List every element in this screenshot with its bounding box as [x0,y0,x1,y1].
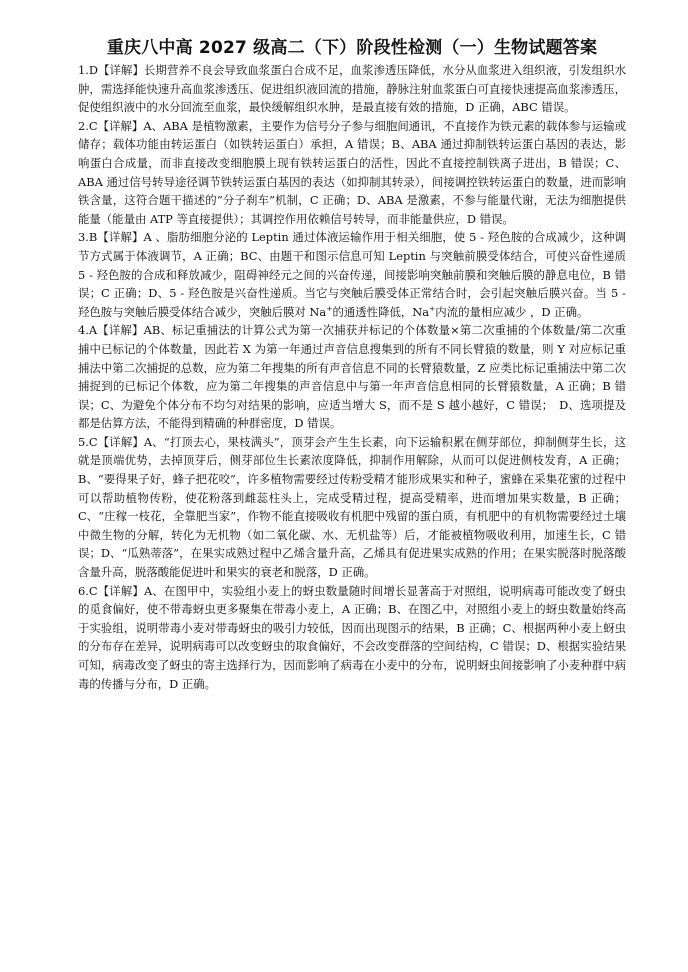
answer-item-4: 4.A【详解】AB、标记重捕法的计算公式为第一次捕获并标记的个体数量×第二次重捕的个体数量/第二次重捕中已标记的个体数量，因此若 X 为第一年通过声音信息搜集到的所有不同长臂猿的数量，则 Y 对应标记重捕法中第二次捕捉的总数，应为第二年搜集的所有声音信息不同的长臂猿数量，Z 应类比标记重捕法中第二次捕捉到的已标记个体数，应为第二年搜集的声音信息中与第一年声音信息相同的长臂猿数量，A 正确；B 错误；C、为避免个体分布不均匀对结果的影响，应适当增大 S，而不是 S 越小越好，C 错误； D、选项提及都是估算方法，不能得到精确的种群密度，D 错误。 [78,323,626,431]
superscript-plus: + [326,303,333,313]
document-title: 重庆八中高 2027 级高二（下）阶段性检测（一）生物试题答案 [106,38,598,58]
answers-list [78,61,626,693]
answer-item-6: 6.C【详解】A、在图甲中，实验组小麦上的蚜虫数量随时间增长显著高于对照组，说明病毒可能改变了蚜虫的觅食偏好，使不带毒蚜虫更多聚集在带毒小麦上，A 正确；B、在图乙中，对照组小麦上的蚜虫数量始终高于实验组，说明带毒小麦对带毒蚜虫的吸引力较低，因而出现图示的结果，B 正确；C、根据两种小麦上蚜虫的分布存在差异，说明病毒可以改变蚜虫的取食偏好，不会改变群落的空间结构，C 错误；D、根据实验结果可知，病毒改变了蚜虫的寄主选择行为，因而影响了病毒在小麦中的分布，说明蚜虫间接影响了小麦种群中病毒的传播与分布，D 正确。 [78,583,626,691]
answer-3-text-part: 3.B【详解】A 、脂肪细胞分泌的 Leptin 通过体液运输作用于相关细胞，使 5 - 羟色胺的合成减少，这种调节方式属于体液调节，A 正确；BC、由题干和图示信息可知 Leptin 与突触前膜受体结合，可使兴奋性递质 5 - 羟色胺的合成和释放减少，阻碍神经元之间的兴奋传递，间接影响突触前膜和突触后膜的静息电位，B 错误；C 正确；D、5 - 羟色胺是兴奋性递质。当它与突触后膜受体正常结合时，会引起突触后膜兴奋。当 5 - 羟色胺与突触后膜受体结合减少，突触后膜对 Na [78,230,626,319]
answer-item-5: 5.C【详解】A、“打顶去心，果枝满头”，顶芽会产生生长素，向下运输积累在侧芽部位，抑制侧芽生长，这就是顶端优势，去掉顶芽后，侧芽部位生长素浓度降低，抑制作用解除，从而可以促进侧枝发育，A 正确；B、“要得果子好，蜂子把花咬”，许多植物需要经过传粉受精才能形成果实和种子，蜜蜂在采集花蜜的过程中可以帮助植物传粉，使花粉落到雌蕊柱头上，完成受精过程，提高受精率，进而增加果实数量，B 正确；C、“庄稼一枝花，全靠肥当家”，作物不能直接吸收有机肥中残留的蛋白质，有机肥中的有机物需要经过土壤中微生物的分解，转化为无机物（如二氧化碳、水、无机盐等）后，才能被植物吸收利用，加速生长，C 错误；D、“瓜熟蒂落”，在果实成熟过程中乙烯含量升高，乙烯具有促进果实成熟的作用；在果实脱落时脱落酸含量升高，脱落酸能促进叶和果实的衰老和脱落，D 正确。 [78,434,626,580]
answer-3-text-part: 的通透性降低，Na [332,304,429,319]
answer-3-text-part: 内流的量相应减少 ，D 正确。 [435,304,589,319]
answer-item-3 [78,228,626,321]
superscript-plus: + [429,303,436,313]
answer-item-2: 2.C【详解】A、ABA 是植物激素，主要作为信号分子参与细胞间通讯，不直接作为铁元素的载体参与运输或储存；载体功能由转运蛋白（如铁转运蛋白）承担，A 错误；B、ABA 通过抑制铁转运蛋白基因的表达，影响蛋白合成量，而非直接改变细胞膜上现有铁转运蛋白的活性，因此不直接控制铁离子进出，B 错误；C、ABA 通过信号转导途径调节铁转运蛋白基因的表达（如抑制其转录），间接调控铁转运蛋白的数量，进而影响铁含量，这符合题干描述的“分子刹车”机制，C 正确；D、ABA 是激素，不参与能量代谢，无法为细胞提供能量（能量由 ATP 等直接提供）；其调控作用依赖信号转导，而非能量供应，D 错误。 [78,118,626,226]
answer-item-1: 1.D【详解】长期营养不良会导致血浆蛋白合成不足，血浆渗透压降低，水分从血浆进入组织液，引发组织水肿，需选择能快速升高血浆渗透压、促进组织液回流的措施，静脉注射血浆蛋白可直接快速提高血浆渗透压，促使组织液中的水分回流至血浆，最快缓解组织水肿，是最直接有效的措施，D 正确，ABC 错误。 [78,63,626,115]
